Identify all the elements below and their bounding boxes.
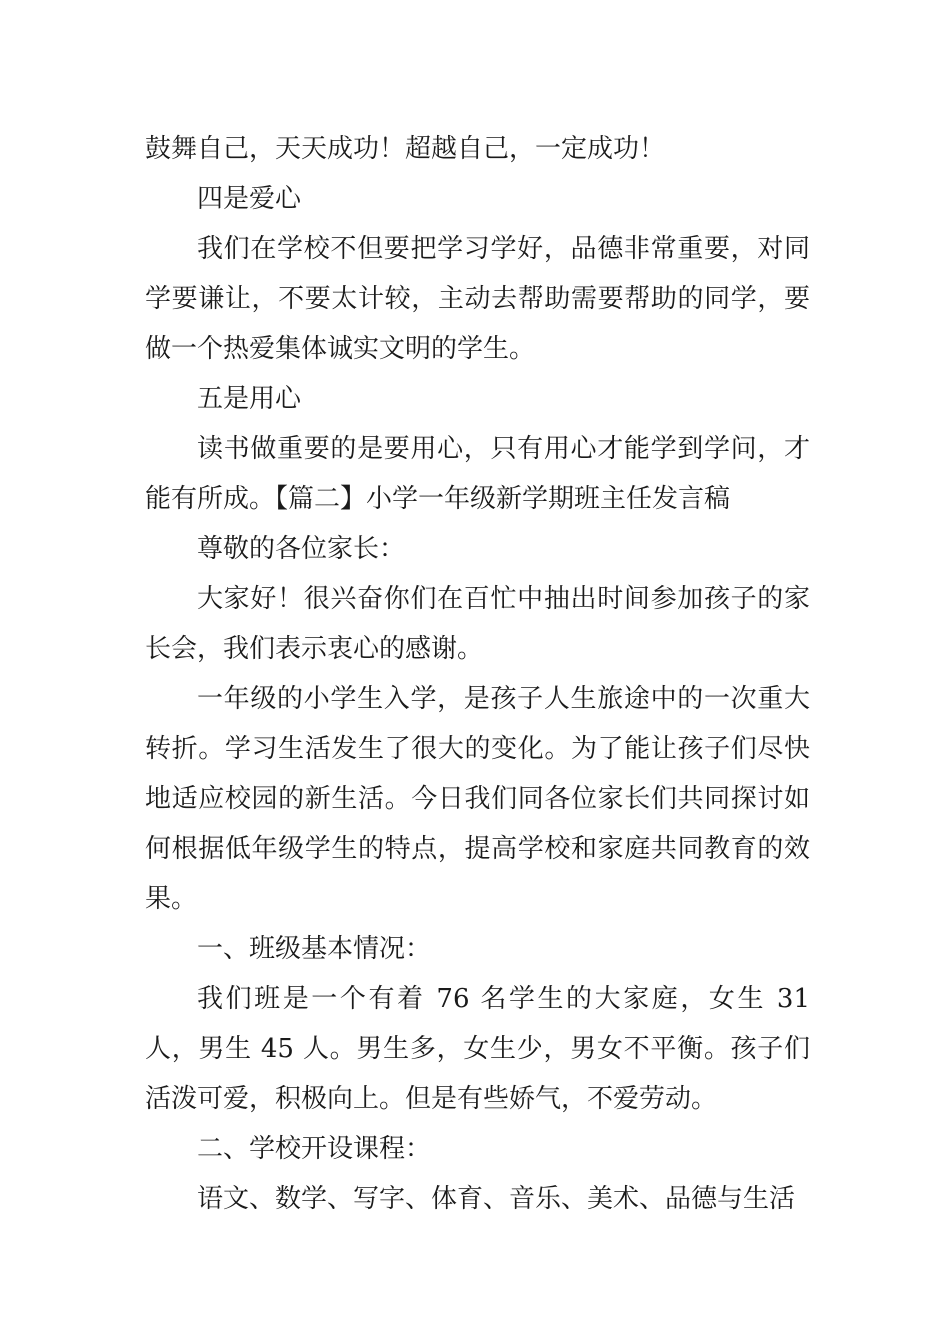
paragraph-intro: 一年级的小学生入学，是孩子人生旅途中的一次重大转折。学习生活发生了很大的变化。为了能让孩子们尽快地适应校园的新生活。今日我们同各位家长们共同探讨如何根据低年级学生的特点，提高学校和家庭共同教育的效果。	[145, 684, 810, 914]
paragraph-attention: 读书做重要的是要用心，只有用心才能学到学问，才能有所成。【篇二】小学一年级新学期班主任发言稿	[145, 434, 810, 514]
paragraph-courses: 语文、数学、写字、体育、音乐、美术、品德与生活	[197, 1184, 796, 1214]
section-heading-love: 四是爱心	[197, 184, 302, 214]
salutation: 尊敬的各位家长：	[197, 534, 406, 564]
section-heading-courses: 二、学校开设课程：	[197, 1134, 432, 1164]
section-heading-attention: 五是用心	[197, 384, 302, 414]
section-heading-class-info: 一、班级基本情况：	[197, 934, 432, 964]
paragraph-class-info: 我们班是一个有着 76 名学生的大家庭，女生 31 人，男生 45 人。男生多，女生少，男女不平衡。孩子们活泼可爱，积极向上。但是有些娇气，不爱劳动。	[145, 984, 810, 1114]
paragraph-love: 我们在学校不但要把学习学好，品德非常重要，对同学要谦让，不要太计较，主动去帮助需要帮助的同学，要做一个热爱集体诚实文明的学生。	[145, 234, 810, 364]
paragraph-greeting: 大家好！很兴奋你们在百忙中抽出时间参加孩子的家长会，我们表示衷心的感谢。	[145, 584, 810, 664]
document-body	[145, 124, 810, 1224]
paragraph-1: 鼓舞自己，天天成功！超越自己，一定成功！	[145, 134, 666, 164]
